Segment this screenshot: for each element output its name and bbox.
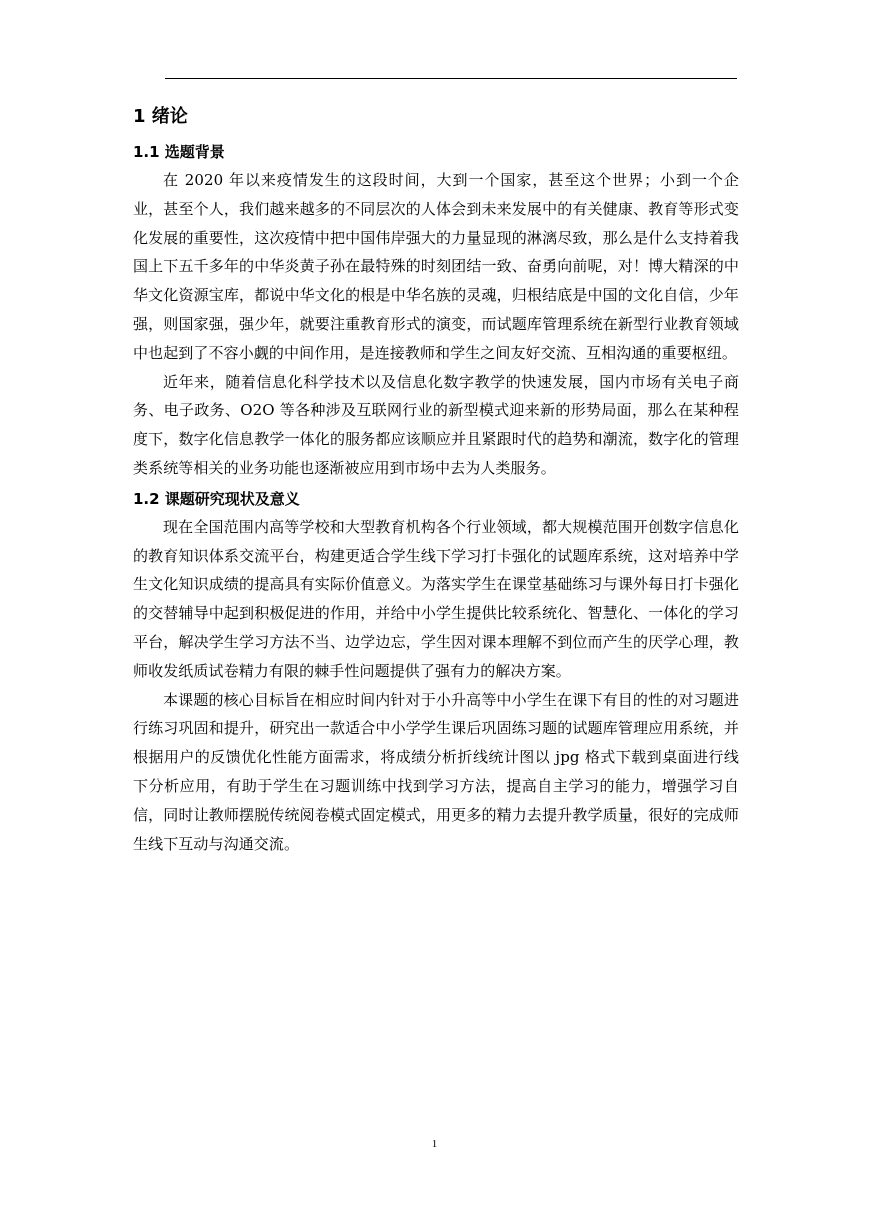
section-title-research-status: 1.2 课题研究现状及意义 bbox=[133, 489, 300, 508]
header-rule bbox=[165, 78, 737, 79]
paragraph: 现在全国范围内高等学校和大型教育机构各个行业领域，都大规模范围开创数字信息化的教育知识体系交流平台，构建更适合学生线下学习打卡强化的试题库系统，这对培养中学生文化知识成绩的提高具有实际价值意义。为落实学生在课堂基础练习与课外每日打卡强化的交替辅导中起到积极促进的作用，并给中小学生提供比较系统化、智慧化、一体化的学习平台，解决学生学习方法不当、边学边忘，学生因对课本理解不到位而产生的厌学心理，教师收发纸质试卷精力有限的棘手性问题提供了强有力的解决方案。 bbox=[133, 517, 739, 680]
chapter-title: 1 绪论 bbox=[133, 106, 188, 127]
paragraph: 本课题的核心目标旨在相应时间内针对于小升高等中小学生在课下有目的性的对习题进行练习巩固和提升，研究出一款适合中小学学生课后巩固练习题的试题库管理应用系统，并根据用户的反馈优化性能方面需求，将成绩分析折线统计图以 jpg 格式下载到桌面进行线下分析应用，有助于学生在习题训练中找到学习方法，提高自主学习的能力，增强学习自信，同时让教师摆脱传统阅卷模式固定模式，用更多的精力去提升教学质量，很好的完成师生线下互动与沟通交流。 bbox=[133, 690, 739, 853]
paragraph: 近年来，随着信息化科学技术以及信息化数字教学的快速发展，国内市场有关电子商务、电子政务、O2O 等各种涉及互联网行业的新型模式迎来新的形势局面，那么在某种程度下，数字化信息教学一体化的服务都应该顺应并且紧跟时代的趋势和潮流，数字化的管理类系统等相关的业务功能也逐渐被应用到市场中去为人类服务。 bbox=[133, 372, 739, 477]
paragraph: 在 2020 年以来疫情发生的这段时间，大到一个国家，甚至这个世界；小到一个企业，甚至个人，我们越来越多的不同层次的人体会到未来发展中的有关健康、教育等形式变化发展的重要性，这次疫情中把中国伟岸强大的力量显现的淋漓尽致，那么是什么支持着我国上下五千多年的中华炎黄子孙在最特殊的时刻团结一致、奋勇向前呢，对！博大精深的中华文化资源宝库，都说中华文化的根是中华名族的灵魂，归根结底是中国的文化自信，少年强，则国家强，强少年，就要注重教育形式的演变，而试题库管理系统在新型行业教育领域中也起到了不容小觑的中间作用，是连接教师和学生之间友好交流、互相沟通的重要枢纽。 bbox=[133, 171, 739, 362]
section-title-background: 1.1 选题背景 bbox=[133, 143, 225, 161]
page-number: 1 bbox=[431, 1138, 438, 1150]
document-body bbox=[133, 100, 739, 858]
